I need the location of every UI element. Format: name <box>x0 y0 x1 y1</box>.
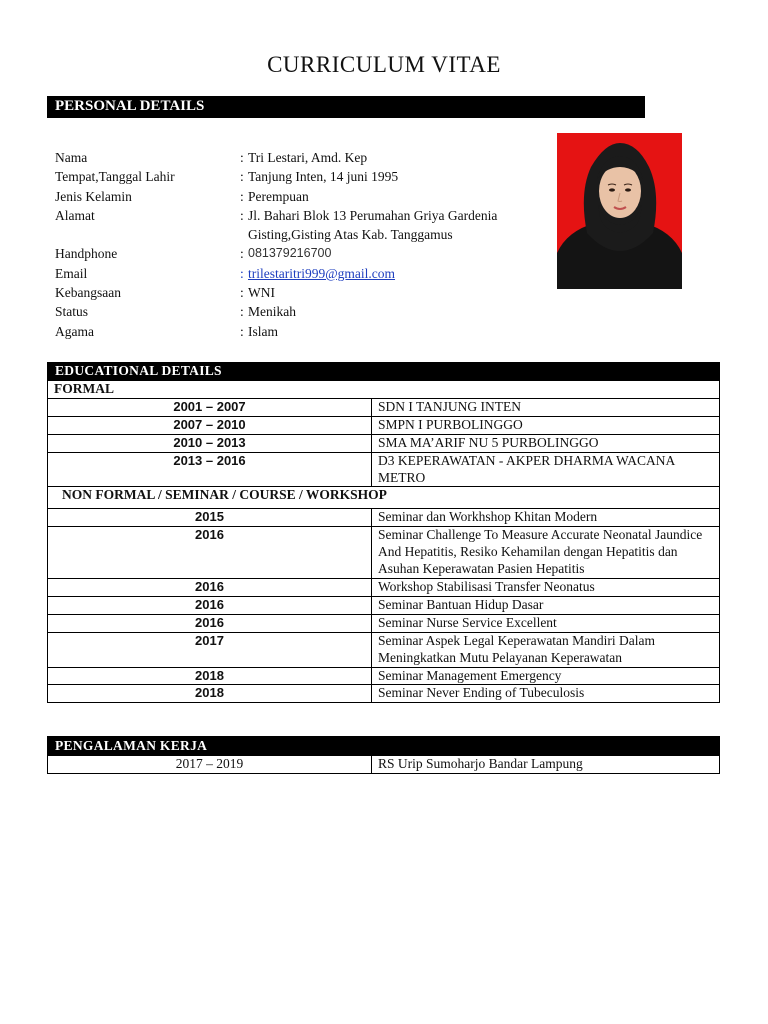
table-row <box>48 527 720 579</box>
colon: : <box>240 265 244 281</box>
nonformal-title: Seminar Management Emergency <box>372 667 720 685</box>
table-row <box>48 614 720 632</box>
colon: : <box>240 246 244 262</box>
nonformal-title: Seminar Nurse Service Excellent <box>372 614 720 632</box>
colon: : <box>240 323 244 339</box>
formal-school: SMA MA’ARIF NU 5 PURBOLINGGO <box>372 434 720 452</box>
nonformal-label: NON FORMAL / SEMINAR / COURSE / WORKSHOP <box>48 487 720 509</box>
personal-value: Menikah <box>248 304 296 320</box>
nonformal-title: Workshop Stabilisasi Transfer Neonatus <box>372 578 720 596</box>
personal-label: Kebangsaan <box>55 285 121 301</box>
table-row <box>48 398 720 416</box>
nonformal-year: 2017 <box>48 632 372 667</box>
formal-year: 2007 – 2010 <box>48 416 372 434</box>
personal-value-continuation: Gisting,Gisting Atas Kab. Tanggamus <box>248 227 453 243</box>
nonformal-title: Seminar Bantuan Hidup Dasar <box>372 596 720 614</box>
personal-label: Handphone <box>55 246 118 262</box>
colon: : <box>240 169 244 185</box>
table-row <box>48 632 720 667</box>
table-row <box>48 452 720 487</box>
profile-photo-portrait <box>557 133 682 289</box>
formal-year: 2010 – 2013 <box>48 434 372 452</box>
personal-label: Agama <box>55 323 94 339</box>
nonformal-year: 2016 <box>48 614 372 632</box>
colon: : <box>240 304 244 320</box>
page-title: CURRICULUM VITAE <box>267 52 501 77</box>
personal-label: Status <box>55 304 89 320</box>
email-link[interactable]: trilestaritri999@gmail.com <box>248 265 396 281</box>
work-experience-table <box>47 755 720 774</box>
nonformal-label-row <box>48 487 720 509</box>
colon: : <box>240 285 244 301</box>
table-row <box>48 685 720 703</box>
nonformal-year: 2015 <box>48 509 372 527</box>
formal-school: SMPN I PURBOLINGGO <box>372 416 720 434</box>
education-table <box>47 380 720 703</box>
colon: : <box>240 188 244 204</box>
nonformal-title: Seminar Never Ending of Tubeculosis <box>372 685 720 703</box>
table-row <box>48 667 720 685</box>
table-row <box>48 416 720 434</box>
nonformal-year: 2016 <box>48 578 372 596</box>
formal-year: 2001 – 2007 <box>48 398 372 416</box>
email-value <box>248 264 395 283</box>
personal-value: Tri Lestari, Amd. Kep <box>248 150 368 165</box>
profile-photo <box>557 133 682 289</box>
table-row <box>48 434 720 452</box>
section-education-heading: EDUCATIONAL DETAILS <box>47 362 720 380</box>
personal-label: Alamat <box>55 207 95 223</box>
personal-label: Nama <box>55 150 88 165</box>
formal-school: SDN I TANJUNG INTEN <box>372 398 720 416</box>
personal-value: Islam <box>248 323 278 339</box>
personal-value: Jl. Bahari Blok 13 Perumahan Griya Gardenia <box>248 207 498 223</box>
personal-label: Tempat,Tanggal Lahir <box>55 169 175 185</box>
personal-value: WNI <box>248 285 275 301</box>
table-row <box>48 756 720 774</box>
table-row <box>48 509 720 527</box>
nonformal-year: 2018 <box>48 667 372 685</box>
nonformal-title: Seminar Challenge To Measure Accurate Neonatal Jaundice And Hepatitis, Resiko Kehamilan dengan Hepatitis dan Asuhan Keperawatan Pasien Hepatitis <box>372 527 720 579</box>
work-place: RS Urip Sumoharjo Bandar Lampung <box>372 756 720 774</box>
table-row <box>48 596 720 614</box>
personal-label: Jenis Kelamin <box>55 188 132 204</box>
nonformal-title: Seminar Aspek Legal Keperawatan Mandiri Dalam Meningkatkan Mutu Pelayanan Keperawatan <box>372 632 720 667</box>
personal-value: 081379216700 <box>248 246 332 261</box>
nonformal-year: 2016 <box>48 527 372 579</box>
formal-year: 2013 – 2016 <box>48 452 372 487</box>
nonformal-year: 2018 <box>48 685 372 703</box>
formal-school: D3 KEPERAWATAN - AKPER DHARMA WACANA METRO <box>372 452 720 487</box>
work-year: 2017 – 2019 <box>48 756 372 774</box>
formal-label-row <box>48 381 720 399</box>
personal-value: Tanjung Inten, 14 juni 1995 <box>248 169 399 185</box>
colon: : <box>240 207 244 223</box>
personal-value: Perempuan <box>248 188 309 204</box>
colon: : <box>240 150 244 165</box>
nonformal-year: 2016 <box>48 596 372 614</box>
section-work-experience-heading: PENGALAMAN KERJA <box>47 736 720 755</box>
personal-label: Email <box>55 265 88 281</box>
section-personal-details-heading: PERSONAL DETAILS <box>47 96 645 118</box>
nonformal-title: Seminar dan Workhshop Khitan Modern <box>372 509 720 527</box>
table-row <box>48 578 720 596</box>
formal-label: FORMAL <box>48 381 720 399</box>
